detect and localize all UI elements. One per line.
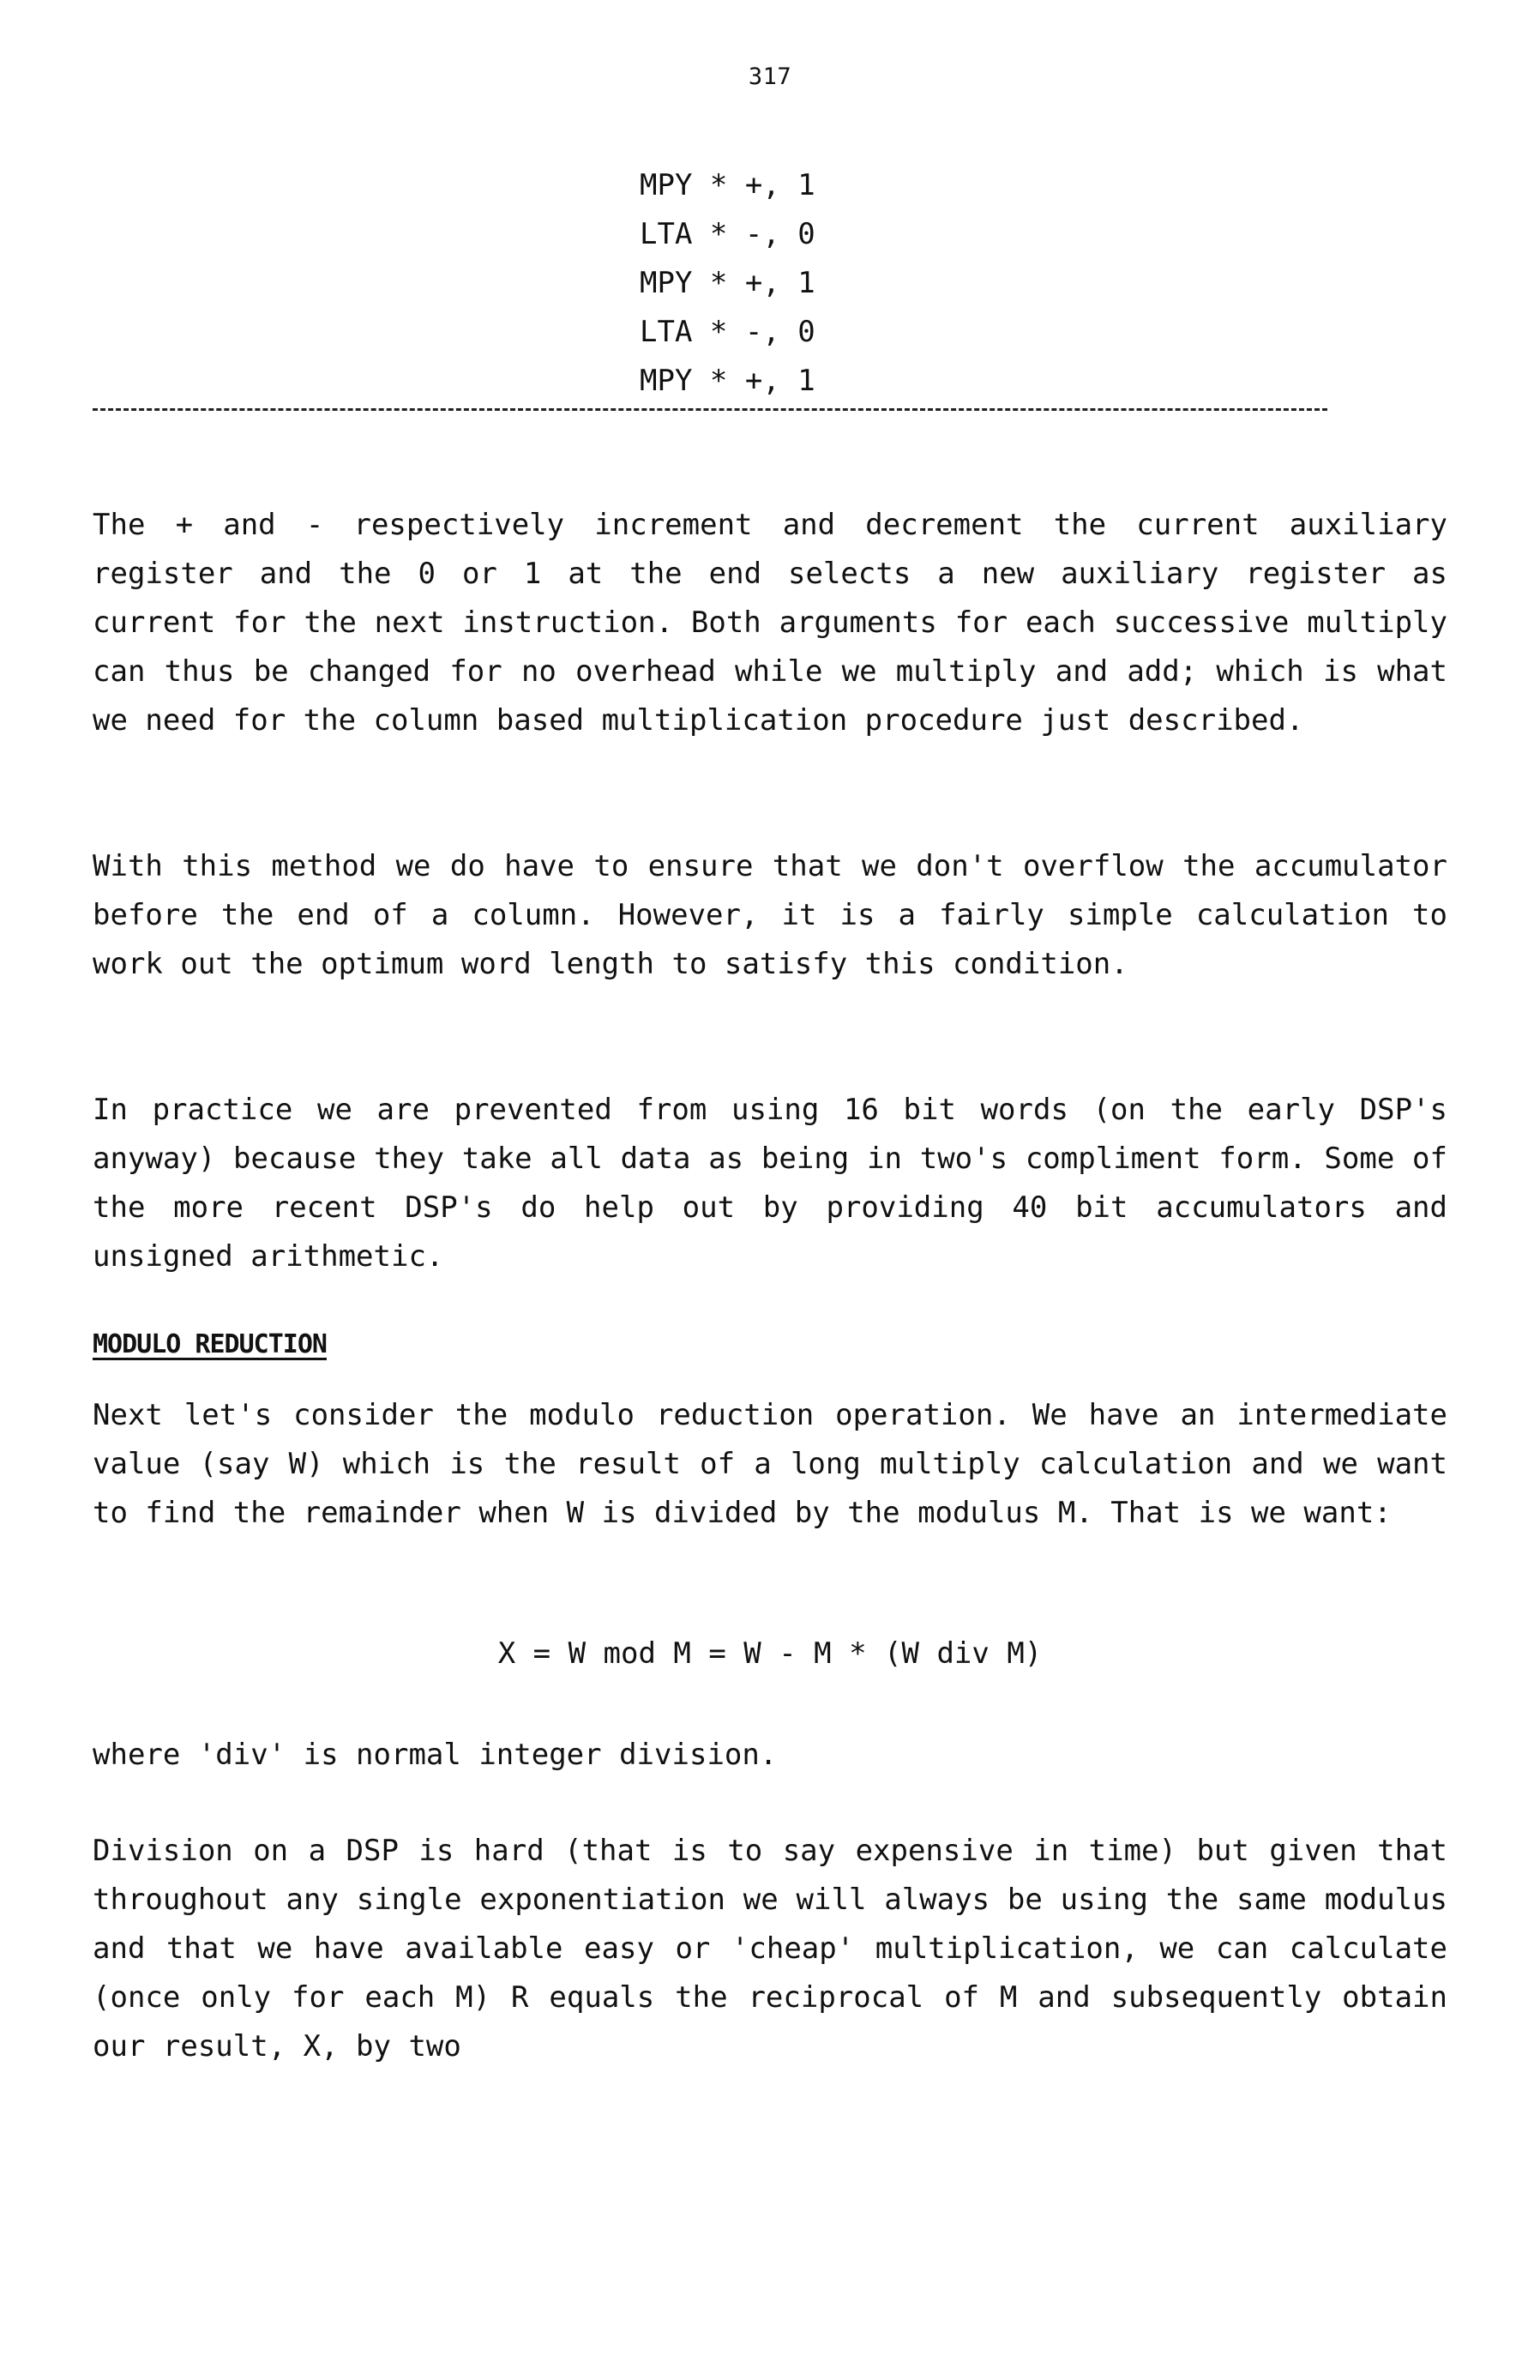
paragraph-word-length: In practice we are prevented from using 16 bit words (on the early DSP's anyway) because they take all data as being in two's compliment form. Some of the more recent DSP's do help out by providing 40 bit accumulators and unsigned arithmetic.: [93, 1093, 1447, 1274]
code-line: MPY * +, 1: [640, 364, 815, 398]
paragraph-auxiliary-register: The + and - respectively increment and decrement the current auxiliary register and the 0 or 1 at the end selects a new auxiliary register as current for the next instruction. Both arguments for each successive multiply can thus be changed for no overhead while we multiply and add; which is what we need for the column based multiplication procedure just described.: [93, 508, 1447, 738]
dashed-separator: [93, 408, 1327, 411]
paragraph-overflow: With this method we do have to ensure that we don't overflow the accumulator before the end of a column. However, it is a fairly simple calculation to work out the optimum word length to satisfy this condition.: [93, 849, 1447, 981]
paragraph-modulo-intro: Next let's consider the modulo reduction operation. We have an intermediate value (say W) which is the result of a long multiply calculation and we want to find the remainder when W is divided by the modulus M. That is we want:: [93, 1398, 1447, 1530]
modulo-equation: X = W mod M = W - M * (W div M): [497, 1636, 1043, 1671]
page-number: 317: [748, 63, 792, 90]
paragraph-div-definition: where 'div' is normal integer division.: [93, 1738, 778, 1772]
paragraph-division-reciprocal: Division on a DSP is hard (that is to say expensive in time) but given that throughout any single exponentiation we will always be using the same modulus and that we have available easy or 'cheap' multiplication, we can calculate (once only for each M) R equals the reciprocal of M and subsequently obtain our result, X, by two: [93, 1834, 1447, 2064]
code-line: MPY * +, 1: [640, 168, 815, 202]
code-listing: [640, 161, 815, 406]
code-line: LTA * -, 0: [640, 315, 815, 349]
section-heading: MODULO REDUCTION: [93, 1329, 327, 1359]
code-line: MPY * +, 1: [640, 266, 815, 300]
code-line: LTA * -, 0: [640, 217, 815, 251]
